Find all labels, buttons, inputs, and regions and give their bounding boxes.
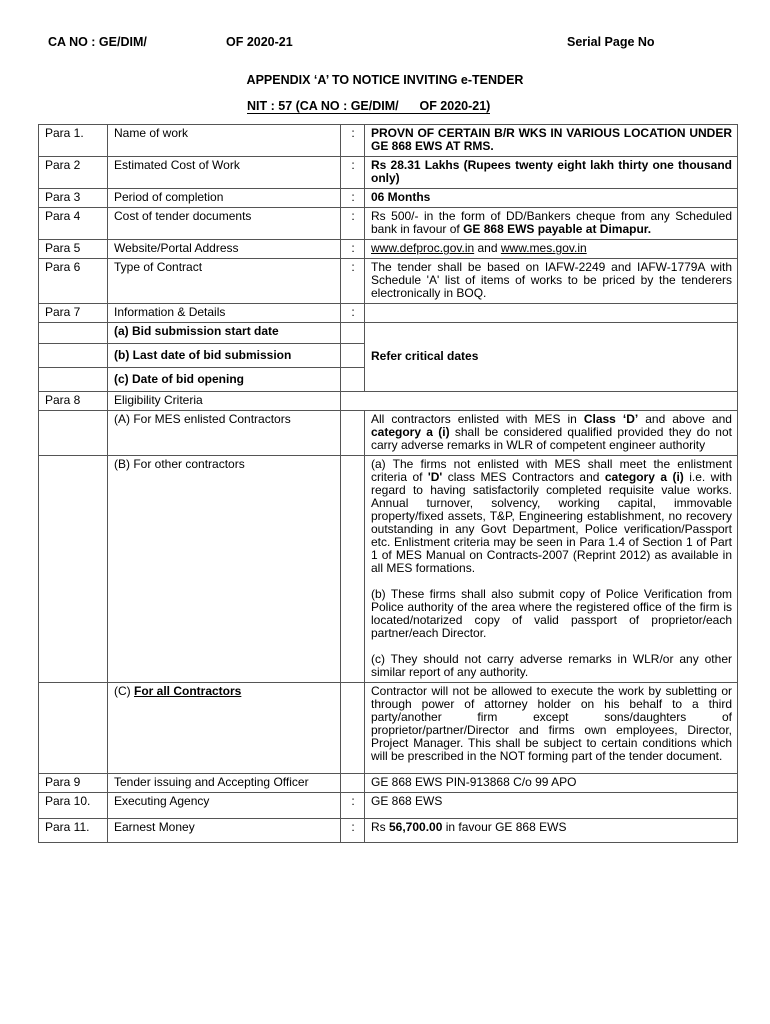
field-label: Earnest Money (108, 819, 341, 843)
mes-enlisted-label: (A) For MES enlisted Contractors (108, 411, 341, 456)
field-label: Eligibility Criteria (108, 392, 341, 411)
field-label: Estimated Cost of Work (108, 157, 341, 189)
para-number: Para 2 (39, 157, 108, 189)
label-text: For all Contractors (134, 684, 242, 698)
value-text: All contractors enlisted with MES in (371, 412, 584, 426)
bid-end-label: (b) Last date of bid submission (108, 344, 341, 368)
para-number: Para 6 (39, 259, 108, 304)
value-bold: 56,700.00 (389, 820, 443, 834)
colon: : (341, 208, 365, 240)
header-year: OF 2020-21 (226, 35, 293, 49)
table-row (39, 774, 738, 793)
para-empty (39, 456, 108, 683)
other-contractors-value (365, 456, 738, 683)
value-bold: Class ‘D’ (583, 412, 639, 426)
other-contractors-label: (B) For other contractors (108, 456, 341, 683)
criteria-c: (c) They should not carry adverse remarks in WLR/or any other similar report of any authority. (371, 652, 732, 679)
colon: : (341, 189, 365, 208)
field-label: Name of work (108, 125, 341, 157)
para-empty (39, 344, 108, 368)
header-serial-page: Serial Page No (567, 35, 655, 49)
colon-empty (341, 774, 365, 793)
field-value-empty (365, 304, 738, 323)
para-number: Para 1. (39, 125, 108, 157)
colon: : (341, 304, 365, 323)
header-ca-no: CA NO : GE/DIM/ (48, 35, 147, 49)
colon-empty (341, 411, 365, 456)
colon-empty (341, 456, 365, 683)
colon-empty (341, 368, 365, 392)
colon-empty (341, 323, 365, 344)
value-bold: 'D' (427, 470, 443, 484)
value-bold: category a (i) (371, 425, 450, 439)
value-text: and above and (638, 412, 732, 426)
nit-prefix: NIT : 57 (CA NO : GE/DIM/ (247, 99, 399, 113)
nit-suffix: OF 2020-21) (419, 99, 491, 113)
value-text: class MES Contractors and (442, 470, 605, 484)
value-text: Rs (371, 820, 389, 834)
para-number: Para 8 (39, 392, 108, 411)
table-row (39, 819, 738, 843)
table-row (39, 208, 738, 240)
table-row (39, 456, 738, 683)
colon: : (341, 259, 365, 304)
para-empty (39, 683, 108, 774)
para-empty (39, 323, 108, 344)
criteria-b: (b) These firms shall also submit copy of Police Verification from Police authority of the area where the registered office of the firm is located/notarized copy of valid passport of proprietor/each partner/each Director. (371, 587, 732, 640)
field-label: Type of Contract (108, 259, 341, 304)
field-value: Rs 28.31 Lakhs (Rupees twenty eight lakh thirty one thousand only) (365, 157, 738, 189)
field-value (365, 819, 738, 843)
colon-empty (341, 683, 365, 774)
all-contractors-value: Contractor will not be allowed to execute the work by subletting or through power of attorney holder on his behalf to a third party/another firm except sons/daughters of proprietor/partner/Director and firms own employees, Director, Project Manager. This shall be subject to certain conditions which will be prescribed in the NOT forming part of the tender document. (365, 683, 738, 774)
field-label: Period of completion (108, 189, 341, 208)
field-label: Cost of tender documents (108, 208, 341, 240)
table-row (39, 411, 738, 456)
colon: : (341, 819, 365, 843)
nit-line (247, 99, 490, 113)
colon: : (341, 240, 365, 259)
value-text: shall be considered qualified provided they do not carry adverse remarks in WLR of competent engineer authority (371, 425, 732, 452)
para-empty (39, 411, 108, 456)
para-number: Para 9 (39, 774, 108, 793)
field-value (365, 240, 738, 259)
field-label: Executing Agency (108, 793, 341, 819)
value-text: i.e. with regard to having satisfactorily completed requisite value works. Annual turnover, solvency, working capital, immovable property/fixed assets, T&P, Engineering establishment, no recovery outstanding in any Govt Department, Police verification/Passport etc. Enlistment criteria may be seen in Para 1.4 of Section 1 of Part 1 of MES Manual on Contracts-2007 (Reprint 2012) as available in all MES formations. (371, 470, 733, 575)
field-value: GE 868 EWS (365, 793, 738, 819)
para-number: Para 5 (39, 240, 108, 259)
field-value: The tender shall be based on IAFW-2249 and IAFW-1779A with Schedule 'A' list of items of works to be priced by the tenderers electronically in BOQ. (365, 259, 738, 304)
value-text: Rs 500/- in the form of DD/Bankers cheque from any Scheduled bank in favour of (371, 209, 732, 236)
bid-opening-label: (c) Date of bid opening (108, 368, 341, 392)
para-number: Para 3 (39, 189, 108, 208)
table-row (39, 392, 738, 411)
tender-table (38, 124, 738, 843)
field-label: Website/Portal Address (108, 240, 341, 259)
value-bold: GE 868 EWS payable at Dimapur. (463, 222, 652, 236)
para-number: Para 7 (39, 304, 108, 323)
mes-link[interactable]: www.mes.gov.in (500, 241, 587, 255)
para-number: Para 4 (39, 208, 108, 240)
para-number: Para 11. (39, 819, 108, 843)
field-label: Information & Details (108, 304, 341, 323)
colon: : (341, 125, 365, 157)
para-number: Para 10. (39, 793, 108, 819)
label-prefix: (C) (114, 684, 134, 698)
table-row (39, 240, 738, 259)
table-row (39, 259, 738, 304)
mes-enlisted-value (365, 411, 738, 456)
bid-start-label: (a) Bid submission start date (108, 323, 341, 344)
field-value (365, 208, 738, 240)
field-label: Tender issuing and Accepting Officer (108, 774, 341, 793)
field-value: 06 Months (365, 189, 738, 208)
criteria-a (371, 458, 732, 575)
table-row (39, 189, 738, 208)
field-value-empty (341, 392, 738, 411)
table-row (39, 157, 738, 189)
document-title: APPENDIX ‘A’ TO NOTICE INVITING e-TENDER (246, 73, 524, 87)
nit-gap (399, 99, 420, 114)
colon: : (341, 157, 365, 189)
value-text: (a) The firms not enlisted with MES shall meet the enlistment criteria of (371, 457, 732, 484)
table-row (39, 793, 738, 819)
colon-empty (341, 344, 365, 368)
critical-dates-ref: Refer critical dates (365, 323, 738, 392)
value-bold: category a (i) (604, 470, 684, 484)
link-separator: and (474, 241, 501, 255)
table-row (39, 323, 738, 344)
all-contractors-label (108, 683, 341, 774)
colon: : (341, 793, 365, 819)
field-value: PROVN OF CERTAIN B/R WKS IN VARIOUS LOCATION UNDER GE 868 EWS AT RMS. (365, 125, 738, 157)
para-empty (39, 368, 108, 392)
value-text: in favour GE 868 EWS (442, 820, 567, 834)
field-value: GE 868 EWS PIN-913868 C/o 99 APO (365, 774, 738, 793)
table-row (39, 125, 738, 157)
table-row (39, 304, 738, 323)
table-row (39, 683, 738, 774)
defproc-link[interactable]: www.defproc.gov.in (371, 241, 475, 255)
